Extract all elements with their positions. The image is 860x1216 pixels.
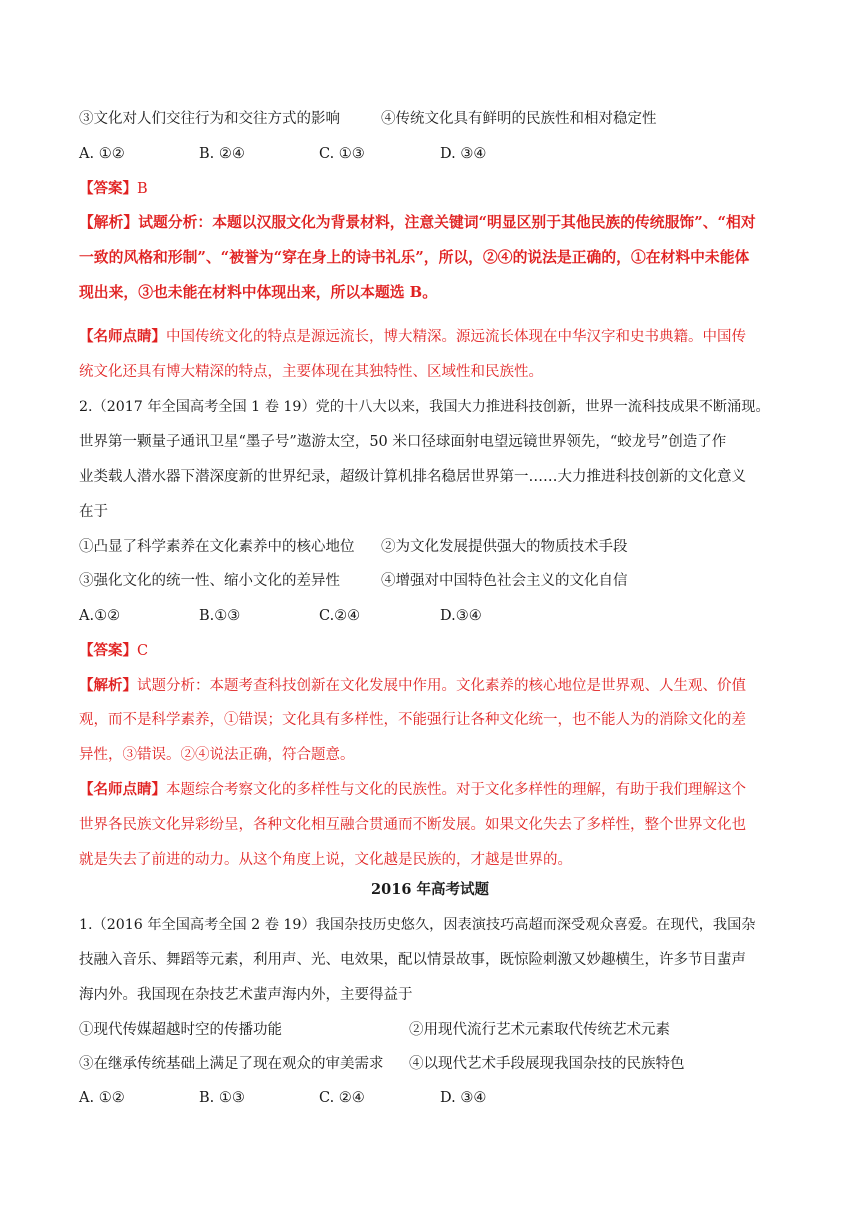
q1-answer-value: B [137, 181, 148, 197]
q1-option-b: B. ②④ [199, 146, 245, 162]
q2-tip-line-1: 【名师点睛】本题综合考察文化的多样性与文化的民族性。对于文化多样性的理解，有助于我们理解这个 [79, 781, 746, 798]
q2-analysis-line-1: 【解析】试题分析：本题考查科技创新在文化发展中作用。文化素养的核心地位是世界观、人生观、价值 [79, 677, 746, 694]
q2016-1-statement-1: ①现代传媒超越时空的传播功能 [79, 1022, 282, 1038]
q1-analysis-line-2: 一致的风格和形制”、“被誉为“穿在身上的诗书礼乐”，所以，②④的说法是正确的，①在材料中未能体 [79, 249, 750, 266]
q2016-1-option-c: C. ②④ [319, 1090, 365, 1106]
q2016-1-statement-4: ④以现代艺术手段展现我国杂技的民族特色 [409, 1056, 685, 1072]
q2-option-a: A.①② [79, 608, 121, 624]
q1-tip-line-2: 统文化还具有博大精深的特点，主要体现在其独特性、区域性和民族性。 [79, 364, 543, 380]
q2016-1-option-a: A. ①② [79, 1090, 125, 1106]
q1-option-c: C. ①③ [319, 146, 365, 162]
q2-stem-line-2: 世界第一颗量子通讯卫星“墨子号”遨游太空，50 米口径球面射电望远镜世界领先，“蛟龙号”创造了作 [79, 434, 727, 450]
q1-analysis-tag: 【解析】 [79, 214, 139, 231]
q1-answer [79, 179, 148, 199]
section-title-2016: 2016 年高考试题 [371, 881, 489, 898]
q2-stem-line-4: 在于 [79, 504, 108, 520]
q2-answer-tag: 【答案】 [79, 642, 137, 659]
q2-option-d: D.③④ [440, 608, 482, 624]
q1-statement-3: ③文化对人们交往行为和交往方式的影响 [79, 111, 340, 127]
q2-analysis-line-3: 异性，③错误。②④说法正确，符合题意。 [79, 747, 355, 763]
q2-option-b: B.①③ [199, 608, 241, 624]
q2016-1-statement-2: ②用现代流行艺术元素取代传统艺术元素 [409, 1022, 670, 1038]
q1-option-a: A. ①② [79, 146, 125, 162]
q2-analysis-line-2: 观，而不是科学素养，①错误；文化具有多样性，不能强行让各种文化统一，也不能人为的消除文化的差 [79, 712, 746, 728]
q2016-1-statement-3: ③在继承传统基础上满足了现在观众的审美需求 [79, 1056, 384, 1072]
q2-statement-2: ②为文化发展提供强大的物质技术手段 [381, 539, 628, 555]
q1-option-d: D. ③④ [440, 146, 487, 162]
q2-statement-3: ③强化文化的统一性、缩小文化的差异性 [79, 573, 340, 589]
q1-analysis-line-3: 现出来，③也未能在材料中体现出来，所以本题选 B。 [79, 284, 437, 301]
q2016-1-stem-line-2: 技融入音乐、舞蹈等元素，利用声、光、电效果，配以情景故事，既惊险刺激又妙趣横生，许多节目蜚声 [79, 952, 746, 968]
q1-answer-tag: 【答案】 [79, 180, 137, 197]
q2016-1-stem-line-1: 1.（2016 年全国高考全国 2 卷 19）我国杂技历史悠久，因表演技巧高超而深受观众喜爱。在现代，我国杂 [79, 917, 756, 933]
q2-tip-tag: 【名师点睛】 [79, 781, 166, 798]
q2-tip-line-3: 就是失去了前进的动力。从这个角度上说，文化越是民族的，才越是世界的。 [79, 852, 572, 868]
q1-tip-tag: 【名师点睛】 [79, 328, 166, 345]
q1-statement-4: ④传统文化具有鲜明的民族性和相对稳定性 [381, 111, 657, 127]
q1-analysis-line-1: 【解析】试题分析：本题以汉服文化为背景材料，注意关键词“明显区别于其他民族的传统服饰”、“相对 [79, 214, 756, 231]
q2-tip-line-2: 世界各民族文化异彩纷呈，各种文化相互融合贯通而不断发展。如果文化失去了多样性，整个世界文化也 [79, 817, 746, 833]
q2-statement-4: ④增强对中国特色社会主义的文化自信 [381, 573, 628, 589]
q2-option-c: C.②④ [319, 608, 361, 624]
q2-stem-line-1: 2.（2017 年全国高考全国 1 卷 19）党的十八大以来，我国大力推进科技创新，世界一流科技成果不断涌现。 [79, 399, 770, 415]
q1-tip-line-1: 【名师点睛】中国传统文化的特点是源远流长，博大精深。源远流长体现在中华汉字和史书典籍。中国传 [79, 328, 746, 345]
q2016-1-option-d: D. ③④ [440, 1090, 487, 1106]
q2-stem-line-3: 业类载人潜水器下潜深度新的世界纪录，超级计算机排名稳居世界第一……大力推进科技创新的文化意义 [79, 469, 746, 485]
q2-answer [79, 641, 148, 661]
q2-analysis-tag: 【解析】 [79, 677, 137, 694]
q2-answer-value: C [137, 643, 149, 659]
q2016-1-stem-line-3: 海内外。我国现在杂技艺术蜚声海内外，主要得益于 [79, 987, 413, 1003]
q2016-1-option-b: B. ①③ [199, 1090, 245, 1106]
q2-statement-1: ①凸显了科学素养在文化素养中的核心地位 [79, 539, 355, 555]
